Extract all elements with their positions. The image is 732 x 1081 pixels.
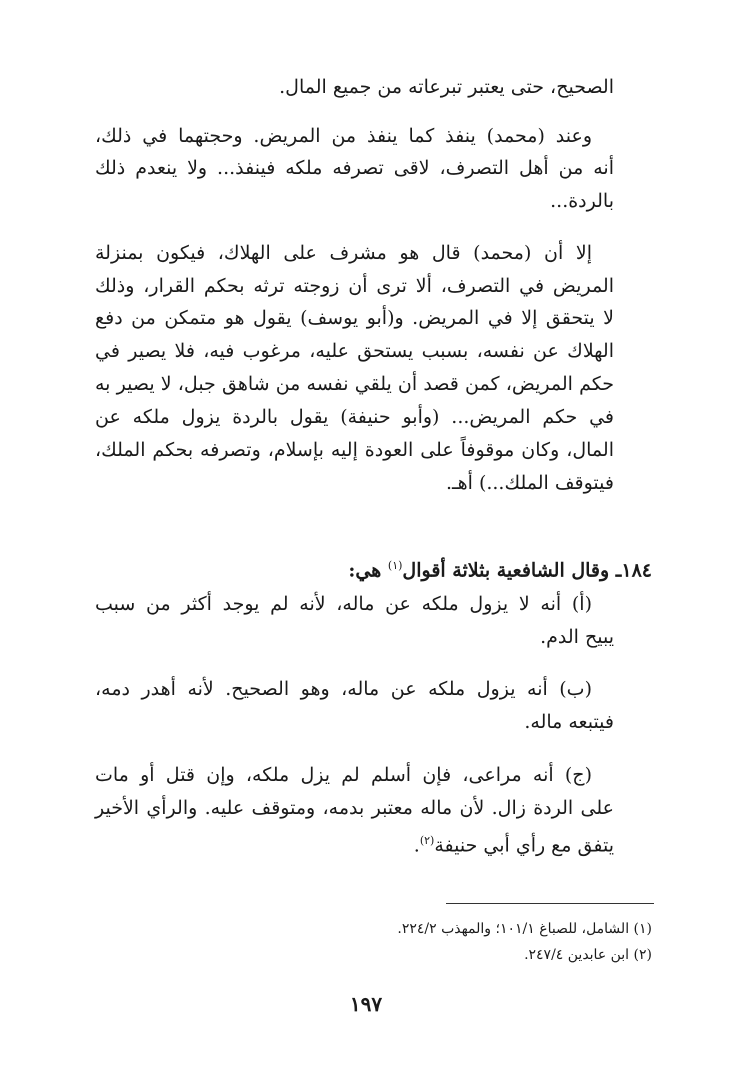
text-line: (ب) أنه يزول ملكه عن ماله، وهو الصحيح. لأنه أهدر دمه،	[95, 678, 592, 700]
text-line: الصحيح، حتى يعتبر تبرعاته من جميع المال.	[279, 76, 614, 98]
text-line: يبيح الدم.	[540, 626, 614, 648]
section-heading	[95, 553, 652, 583]
text-line: في حكم المريض... (وأبو حنيفة) يقول بالردة يزول ملكه عن	[95, 406, 614, 428]
footnote: (١) الشامل، للصباغ ١٠١/١؛ والمهذب ٢٢٤/٢.	[397, 921, 652, 937]
text-span: يتفق مع رأي أبي حنيفة	[434, 834, 614, 857]
text-line: المال، وكان موقوفاً على العودة إليه بإسلام، وتصرفه بحكم الملك،	[95, 439, 614, 461]
page-number: ١٩٧	[349, 992, 383, 1016]
section-title: ـ وقال الشافعية بثلاثة أقوال	[402, 559, 622, 582]
footnote-ref: (٢)	[419, 834, 435, 847]
text-line: المريض في التصرف، ألا ترى أن زوجته ترثه بحكم القرار، وذلك	[95, 275, 614, 297]
text-line: فيتبعه ماله.	[524, 711, 614, 733]
text-line: إلا أن (محمد) قال هو مشرف على الهلاك، فيكون بمنزلة	[95, 242, 592, 264]
text-line: أنه من أهل التصرف، لاقى تصرفه ملكه فينفذ... ولا ينعدم ذلك	[95, 157, 614, 179]
section-number: ١٨٤	[621, 559, 652, 582]
text-line: بالردة...	[550, 190, 614, 212]
text-span: .	[413, 834, 420, 857]
text-line: وعند (محمد) ينفذ كما ينفذ من المريض. وحجتهما في ذلك،	[95, 125, 592, 147]
text-line: لا يتحقق إلا في المريض. و(أبو يوسف) يقول هو متمكن من دفع	[95, 307, 614, 329]
text-line: على الردة زال. لأن ماله معتبر بدمه، ومتوقف عليه. والرأي الأخير	[95, 797, 614, 819]
text-line: (ج) أنه مراعى، فإن أسلم لم يزل ملكه، وإن قتل أو مات	[95, 764, 592, 786]
text-line: الهلاك عن نفسه، بسبب يستحق عليه، مرغوب فيه، فلا يصير في	[95, 340, 614, 362]
text-line	[95, 828, 614, 858]
section-title-tail: هي:	[348, 559, 388, 582]
text-line: (أ) أنه لا يزول ملكه عن ماله، لأنه لم يوجد أكثر من سبب	[95, 593, 592, 615]
text-line: حكم المريض، كمن قصد أن يلقي نفسه من شاهق جبل، لا يصير به	[95, 373, 614, 395]
footnote-ref: (١)	[387, 559, 403, 572]
text-line: فيتوقف الملك...) أهـ.	[446, 472, 614, 494]
footnote-divider	[446, 903, 654, 904]
footnote: (٢) ابن عابدين ٢٤٧/٤.	[524, 947, 652, 963]
